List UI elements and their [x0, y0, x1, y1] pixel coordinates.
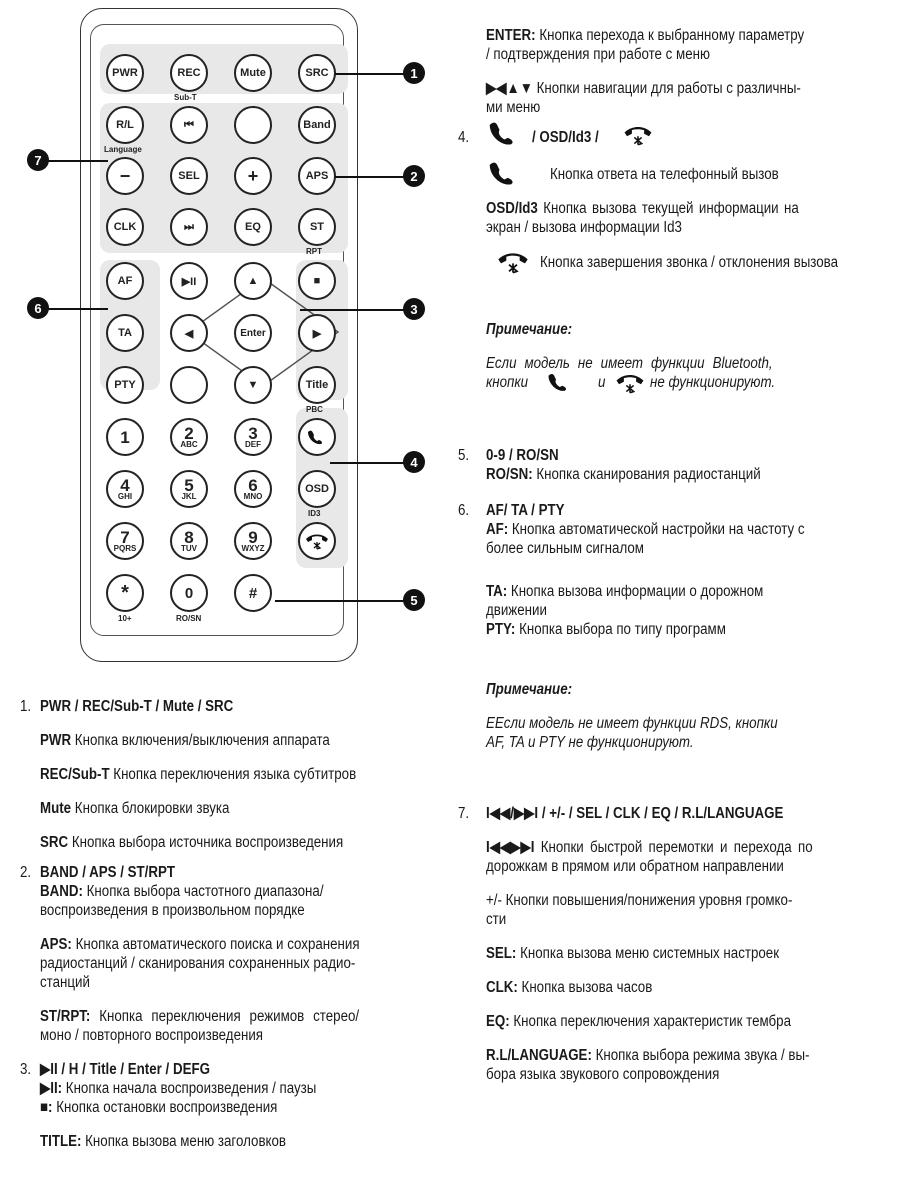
ta-desc-line-2: движении — [486, 602, 547, 619]
num-5-button[interactable]: 5 JKL — [170, 470, 208, 508]
subt-label: Sub-T — [174, 93, 197, 102]
skip-desc-line-1: I◀◀▶▶I Кнопки быстрой перемотки и перехода по — [486, 839, 813, 856]
band-desc-line-2: воспроизведения в произвольном порядке — [40, 902, 305, 919]
osd-button[interactable]: OSD — [298, 470, 336, 508]
nav-desc-line-2: ми меню — [486, 99, 541, 116]
section-6-number: 6. — [458, 502, 470, 519]
rosn-label: RO/SN — [176, 614, 202, 623]
skip-desc-line-2: дорожкам в прямом или обратном направлении — [486, 858, 784, 875]
prev-button[interactable]: ⏮ — [170, 106, 208, 144]
num-6-button[interactable]: 6 MNO — [234, 470, 272, 508]
callout-2: 2 — [403, 165, 425, 187]
aps-button[interactable]: APS — [298, 157, 336, 195]
callout-line-2 — [335, 176, 405, 178]
rosn-desc: RO/SN: Кнопка сканирования радиостанций — [486, 466, 761, 483]
minus-button[interactable]: − — [106, 157, 144, 195]
phone-hangup-icon — [305, 532, 329, 550]
note-1-line-1: Если модель не имеет функции Bluetooth, — [486, 355, 773, 372]
eq-desc: EQ: Кнопка переключения характеристик тембра — [486, 1013, 791, 1030]
section-6-heading: AF/ TA / PTY — [486, 502, 565, 519]
callout-4: 4 — [403, 451, 425, 473]
af-desc-line-2: более сильным сигналом — [486, 540, 644, 557]
clk-button[interactable]: CLK — [106, 208, 144, 246]
num-0-button[interactable]: 0 — [170, 574, 208, 612]
phone-hangup-button[interactable] — [298, 522, 336, 560]
callout-line-7 — [48, 160, 108, 162]
stop-desc: ■: Кнопка остановки воспроизведения — [40, 1099, 278, 1116]
callout-5: 5 — [403, 589, 425, 611]
st-desc-line-1: ST/RPT: Кнопка переключения режимов стерео/ — [40, 1008, 360, 1025]
phone-answer-button[interactable] — [298, 418, 336, 456]
st-desc-line-2: моно / повторного воспроизведения — [40, 1027, 264, 1044]
num-3-button[interactable]: 3 DEF — [234, 418, 272, 456]
note-1-line-2b: и — [598, 374, 606, 391]
phone-hangup-icon — [612, 372, 648, 394]
callout-line-5 — [275, 600, 405, 602]
tenplus-label: 10+ — [118, 614, 132, 623]
num-8-button[interactable]: 8 TUV — [170, 522, 208, 560]
section-3-number: 3. — [20, 1061, 32, 1078]
af-desc-line-1: AF: Кнопка автоматической настройки на частоту с — [486, 521, 805, 538]
num-1-button[interactable]: 1 — [106, 418, 144, 456]
aps-desc-line-2: радиостанций / сканирования сохраненных радио- — [40, 955, 356, 972]
right-button[interactable]: ▶ — [298, 314, 336, 352]
section-5-heading: 0-9 / RO/SN — [486, 447, 559, 464]
section-2-number: 2. — [20, 864, 32, 881]
phone-answer-icon — [306, 429, 328, 445]
callout-1: 1 — [403, 62, 425, 84]
hash-button[interactable]: # — [234, 574, 272, 612]
num-4-button[interactable]: 4 GHI — [106, 470, 144, 508]
enter-button[interactable]: Enter — [234, 314, 272, 352]
note-1-title: Примечание: — [486, 321, 573, 338]
title-button[interactable]: Title — [298, 366, 336, 404]
num-7-button[interactable]: 7 PQRS — [106, 522, 144, 560]
eq-button[interactable]: EQ — [234, 208, 272, 246]
ta-desc-line-1: TA: Кнопка вызова информации о дорожном — [486, 583, 764, 600]
play-pause-button[interactable]: ▶II — [170, 262, 208, 300]
note-2-line-1: EЕсли модель не имеет функции RDS, кнопки — [486, 715, 778, 732]
remote-control-diagram — [78, 8, 368, 668]
language-label: Language — [104, 145, 142, 154]
band-desc-line-1: BAND: Кнопка выбора частотного диапазона/ — [40, 883, 324, 900]
mute-button[interactable]: Mute — [234, 54, 272, 92]
sel-button[interactable]: SEL — [170, 157, 208, 195]
note-2-title: Примечание: — [486, 681, 573, 698]
pty-desc: PTY: Кнопка выбора по типу программ — [486, 621, 726, 638]
pwr-button[interactable]: PWR — [106, 54, 144, 92]
callout-line-6 — [48, 308, 108, 310]
next-button[interactable]: ⏭ — [170, 208, 208, 246]
note-2-line-2: AF, TA и PTY не функционируют. — [486, 734, 694, 751]
section-1-number: 1. — [20, 698, 32, 715]
callout-line-3 — [300, 309, 405, 311]
plus-button[interactable]: + — [234, 157, 272, 195]
section-2-heading: BAND / APS / ST/RPT — [40, 864, 176, 881]
section-1-item-pwr: PWR Кнопка включения/выключения аппарата — [40, 732, 330, 749]
left-button[interactable]: ◀ — [170, 314, 208, 352]
rec-button[interactable]: REC — [170, 54, 208, 92]
num-2-button[interactable]: 2 ABC — [170, 418, 208, 456]
play-desc: ▶II: Кнопка начала воспроизведения / паузы — [40, 1080, 317, 1097]
title-desc: TITLE: Кнопка вызова меню заголовков — [40, 1133, 287, 1150]
nav-desc-line-1: ▶◀▲▼ Кнопки навигации для работы с различны- — [486, 80, 801, 97]
pty-button[interactable]: PTY — [106, 366, 144, 404]
stop-button[interactable]: ■ — [298, 262, 336, 300]
section-4-number: 4. — [458, 129, 470, 146]
phone-hangup-icon — [492, 250, 534, 274]
section-1-heading: PWR / REC/Sub-T / Mute / SRC — [40, 698, 234, 715]
src-button[interactable]: SRC — [298, 54, 336, 92]
section-1-item-rec: REC/Sub-T Кнопка переключения языка субтитров — [40, 766, 357, 783]
aps-desc-line-3: станций — [40, 974, 90, 991]
hangup-desc: Кнопка завершения звонка / отклонения вызова — [540, 254, 839, 271]
section-7-number: 7. — [458, 805, 470, 822]
phone-answer-icon — [544, 372, 578, 392]
osd-desc-line-1: OSD/Id3 Кнопка вызова текущей информации на — [486, 200, 799, 217]
sel-desc: SEL: Кнопка вызова меню системных настроек — [486, 945, 780, 962]
clk-desc: CLK: Кнопка вызова часов — [486, 979, 653, 996]
volume-desc-line-2: сти — [486, 911, 507, 928]
section-3-heading: ▶II / H / Title / Enter / DEFG — [40, 1061, 210, 1078]
blank-button[interactable] — [234, 106, 272, 144]
section-5-number: 5. — [458, 447, 470, 464]
ta-button[interactable]: TA — [106, 314, 144, 352]
section-7-heading: I◀◀/▶▶I / +/- / SEL / CLK / EQ / R.L/LANGUAGE — [486, 805, 784, 822]
st-button[interactable]: ST — [298, 208, 336, 246]
phone-answer-icon — [484, 160, 528, 186]
note-1-line-2c: не функционируют. — [650, 374, 776, 391]
band-button[interactable]: Band — [298, 106, 336, 144]
osd-desc-line-2: экран / вызова информации Id3 — [486, 219, 682, 236]
callout-7: 7 — [27, 149, 49, 171]
rl-desc-line-1: R.L/LANGUAGE: Кнопка выбора режима звука / вы- — [486, 1047, 810, 1064]
enter-desc-line-2: / подтверждения при работе с меню — [486, 46, 710, 63]
pbc-label: PBC — [306, 405, 323, 414]
rl-desc-line-2: бора языка звукового сопровождения — [486, 1066, 720, 1083]
volume-desc-line-1: +/- Кнопки повышения/понижения уровня громко- — [486, 892, 793, 909]
section-1-item-src: SRC Кнопка выбора источника воспроизведения — [40, 834, 344, 851]
up-button[interactable]: ▲ — [234, 262, 272, 300]
callout-6: 6 — [27, 297, 49, 319]
callout-line-4 — [330, 462, 405, 464]
enter-desc-line-1: ENTER: Кнопка перехода к выбранному параметру — [486, 27, 805, 44]
note-1-line-2a: кнопки — [486, 374, 529, 391]
answer-desc: Кнопка ответа на телефонный вызов — [550, 166, 779, 183]
aps-desc-line-1: APS: Кнопка автоматического поиска и сохранения — [40, 936, 360, 953]
star-button[interactable]: * — [106, 574, 144, 612]
id3-label: ID3 — [308, 509, 321, 518]
af-button[interactable]: AF — [106, 262, 144, 300]
blank-button-2[interactable] — [170, 366, 208, 404]
phone-hangup-icon — [620, 124, 656, 146]
rpt-label: RPT — [306, 247, 322, 256]
section-1-item-mute: Mute Кнопка блокировки звука — [40, 800, 230, 817]
down-button[interactable]: ▼ — [234, 366, 272, 404]
section-4-heading: / OSD/Id3 / — [532, 129, 599, 146]
num-9-button[interactable]: 9 WXYZ — [234, 522, 272, 560]
callout-line-1 — [335, 73, 405, 75]
rl-button[interactable]: R/L — [106, 106, 144, 144]
callout-3: 3 — [403, 298, 425, 320]
phone-answer-icon — [484, 120, 528, 146]
